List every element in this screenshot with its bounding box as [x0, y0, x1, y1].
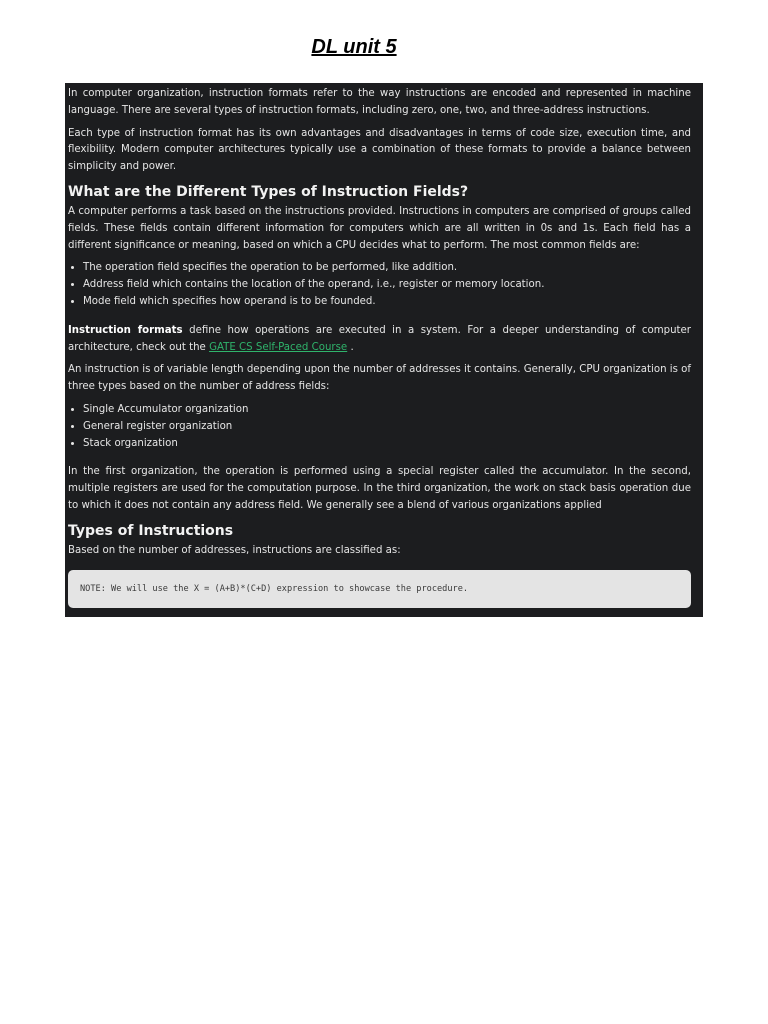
- heading-instruction-fields: What are the Different Types of Instruction Fields?: [68, 183, 469, 200]
- formats-paragraph: [68, 323, 691, 357]
- formats-text: define how operations are executed in a system. For a deeper understanding of computer architecture, check out the: [68, 324, 691, 353]
- intro-paragraph-2: Each type of instruction format has its own advantages and disadvantages in terms of code size, execution time, and flexibility. Modern computer architectures typically use a combination of these formats to provide a balance between simplicity and power.: [68, 127, 691, 173]
- list-item: • Single Accumulator organization: [83, 402, 691, 419]
- organization-list: [68, 402, 691, 452]
- organization-paragraph: In the first organization, the operation is performed using a special register called the accumulator. In the second, multiple registers are used for the computation purpose. In the third organization, the work on stack basis operation due to which it does not contain any address field. We generally see a blend of various organizations applied: [68, 466, 691, 511]
- formats-end: .: [347, 341, 354, 353]
- intro-paragraph-1: In computer organization, instruction formats refer to the way instructions are encoded and represented in machine language. There are several types of instruction formats, including zero, one, two, and three-address instructions.: [68, 88, 691, 116]
- list-item: • Mode field which specifies how operand is to be founded.: [83, 294, 691, 311]
- fields-paragraph: A computer performs a task based on the instructions provided. Instructions in computers are comprised of groups called fields. These fields contain different information for computers which are all written in 0s and 1s. Each field has a different significance or meaning, based on which a CPU decides what to perform. The most common fields are:: [68, 205, 691, 251]
- types-paragraph: Based on the number of addresses, instructions are classified as:: [68, 544, 401, 556]
- list-item: • The operation field specifies the operation to be performed, like addition.: [83, 260, 691, 277]
- note-code-box: NOTE: We will use the X = (A+B)*(C+D) expression to showcase the procedure.: [68, 570, 691, 608]
- formats-bold-term: Instruction formats: [68, 324, 183, 336]
- list-item: • General register organization: [83, 419, 691, 436]
- list-item: • Stack organization: [83, 436, 691, 453]
- length-paragraph: An instruction is of variable length depending upon the number of addresses it contains. Generally, CPU organization is of three types based on the number of address fields:: [68, 364, 691, 393]
- document-title: DL unit 5: [311, 36, 397, 58]
- heading-types-of-instructions: Types of Instructions: [68, 522, 234, 539]
- article-screenshot: [65, 83, 703, 617]
- gate-course-link[interactable]: GATE CS Self-Paced Course: [209, 341, 348, 353]
- list-item: • Address field which contains the location of the operand, i.e., register or memory location.: [83, 277, 691, 294]
- fields-list: [68, 260, 691, 310]
